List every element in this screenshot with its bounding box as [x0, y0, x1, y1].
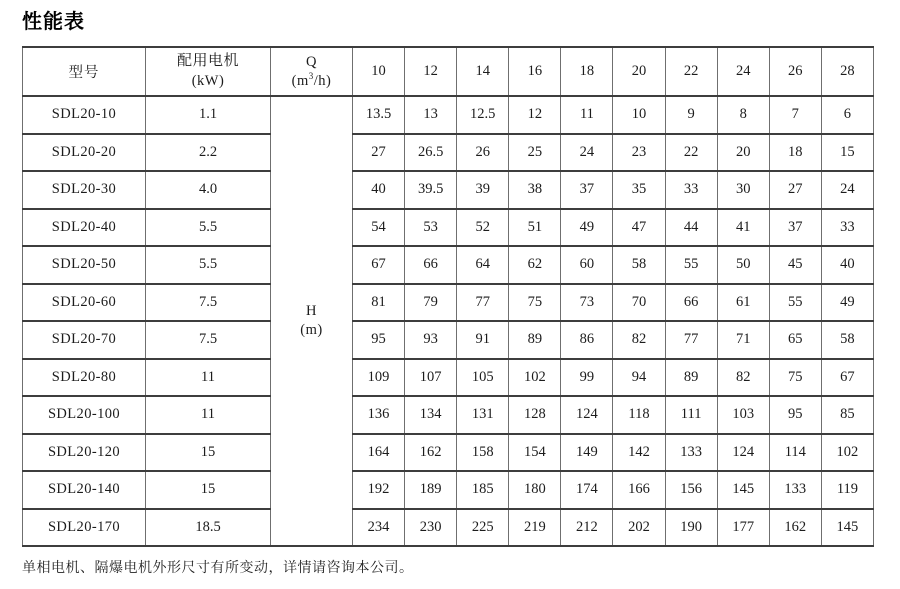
head-value-cell: 62 [509, 246, 561, 284]
head-value-cell: 107 [405, 359, 457, 397]
head-value-cell: 154 [509, 434, 561, 472]
motor-power-cell: 7.5 [146, 321, 271, 359]
table-row [23, 171, 874, 209]
table-row [23, 246, 874, 284]
flow-unit: $(m^3/h)$ [291, 70, 332, 89]
head-value-cell: 212 [561, 509, 613, 547]
head-value-cell: 73 [561, 284, 613, 322]
head-value-cell: 77 [665, 321, 717, 359]
head-value-cell: 162 [769, 509, 821, 547]
head-value-cell: 119 [821, 471, 873, 509]
motor-power-cell: 15 [146, 434, 271, 472]
flow-value-header: 12 [405, 47, 457, 96]
model-column-header: 型号 [23, 47, 146, 96]
flow-value-header: 26 [769, 47, 821, 96]
head-value-cell: 134 [405, 396, 457, 434]
model-cell: SDL20-60 [23, 284, 146, 322]
performance-table [22, 46, 874, 547]
head-value-cell: 70 [613, 284, 665, 322]
head-value-cell: 41 [717, 209, 769, 247]
model-cell: SDL20-30 [23, 171, 146, 209]
model-cell: SDL20-10 [23, 96, 146, 134]
table-row [23, 396, 874, 434]
head-value-cell: 111 [665, 396, 717, 434]
head-value-cell: 23 [613, 134, 665, 172]
head-value-cell: 26 [457, 134, 509, 172]
head-value-cell: 164 [353, 434, 405, 472]
motor-power-cell: 1.1 [146, 96, 271, 134]
model-cell: SDL20-50 [23, 246, 146, 284]
head-value-cell: 7 [769, 96, 821, 134]
head-value-cell: 66 [405, 246, 457, 284]
motor-power-cell: 4.0 [146, 171, 271, 209]
head-value-cell: 39 [457, 171, 509, 209]
head-value-cell: 114 [769, 434, 821, 472]
model-cell: SDL20-140 [23, 471, 146, 509]
head-value-cell: 49 [821, 284, 873, 322]
flow-symbol: Q [306, 53, 317, 70]
flow-value-header: 28 [821, 47, 873, 96]
head-value-cell: 66 [665, 284, 717, 322]
head-value-cell: 190 [665, 509, 717, 547]
head-value-cell: 18 [769, 134, 821, 172]
head-value-cell: 55 [769, 284, 821, 322]
head-value-cell: 82 [613, 321, 665, 359]
head-value-cell: 52 [457, 209, 509, 247]
page-title: 性能表 [22, 11, 85, 33]
head-value-cell: 102 [821, 434, 873, 472]
motor-power-cell: 2.2 [146, 134, 271, 172]
table-row [23, 321, 874, 359]
model-cell: SDL20-20 [23, 134, 146, 172]
head-value-cell: 9 [665, 96, 717, 134]
head-value-cell: 166 [613, 471, 665, 509]
model-cell: SDL20-80 [23, 359, 146, 397]
motor-power-cell: 18.5 [146, 509, 271, 547]
head-value-cell: 109 [353, 359, 405, 397]
head-value-cell: 75 [769, 359, 821, 397]
head-value-cell: 15 [821, 134, 873, 172]
head-value-cell: 49 [561, 209, 613, 247]
head-value-cell: 30 [717, 171, 769, 209]
head-value-cell: 131 [457, 396, 509, 434]
head-value-cell: 103 [717, 396, 769, 434]
head-value-cell: 177 [717, 509, 769, 547]
head-value-cell: 219 [509, 509, 561, 547]
head-value-cell: 189 [405, 471, 457, 509]
head-value-cell: 145 [821, 509, 873, 547]
head-value-cell: 44 [665, 209, 717, 247]
table-row [23, 96, 874, 134]
table-row [23, 471, 874, 509]
header-row [23, 47, 874, 96]
head-value-cell: 71 [717, 321, 769, 359]
head-value-cell: 22 [665, 134, 717, 172]
head-value-cell: 60 [561, 246, 613, 284]
head-value-cell: 105 [457, 359, 509, 397]
table-row [23, 284, 874, 322]
head-value-cell: 38 [509, 171, 561, 209]
head-value-cell: 174 [561, 471, 613, 509]
head-value-cell: 85 [821, 396, 873, 434]
model-cell: SDL20-120 [23, 434, 146, 472]
head-value-cell: 55 [665, 246, 717, 284]
motor-power-cell: 5.5 [146, 209, 271, 247]
flow-unit-superscript: 3 [308, 70, 314, 81]
head-value-cell: 25 [509, 134, 561, 172]
head-value-cell: 234 [353, 509, 405, 547]
head-value-cell: 79 [405, 284, 457, 322]
head-value-cell: 8 [717, 96, 769, 134]
head-value-cell: 67 [821, 359, 873, 397]
motor-column-label: 配用电机 [176, 53, 239, 70]
head-value-cell: 128 [509, 396, 561, 434]
head-value-cell: 142 [613, 434, 665, 472]
head-value-cell: 156 [665, 471, 717, 509]
flow-value-header: 22 [665, 47, 717, 96]
head-value-cell: 27 [353, 134, 405, 172]
head-value-cell: 94 [613, 359, 665, 397]
head-value-cell: 192 [353, 471, 405, 509]
head-value-cell: 202 [613, 509, 665, 547]
head-value-cell: 230 [405, 509, 457, 547]
head-value-cell: 133 [665, 434, 717, 472]
head-value-cell: 149 [561, 434, 613, 472]
head-value-cell: 33 [821, 209, 873, 247]
head-value-cell: 58 [613, 246, 665, 284]
motor-column-unit: (kW) [191, 72, 225, 89]
head-value-cell: 12.5 [457, 96, 509, 134]
head-value-cell: 54 [353, 209, 405, 247]
model-cell: SDL20-100 [23, 396, 146, 434]
head-value-cell: 26.5 [405, 134, 457, 172]
head-value-cell: 75 [509, 284, 561, 322]
head-value-cell: 37 [769, 209, 821, 247]
head-value-cell: 40 [821, 246, 873, 284]
table-row [23, 134, 874, 172]
motor-power-cell: 7.5 [146, 284, 271, 322]
head-value-cell: 50 [717, 246, 769, 284]
head-value-cell: 65 [769, 321, 821, 359]
head-value-cell: 99 [561, 359, 613, 397]
head-value-cell: 24 [561, 134, 613, 172]
flow-value-header: 18 [561, 47, 613, 96]
flow-value-header: 24 [717, 47, 769, 96]
head-value-cell: 13 [405, 96, 457, 134]
head-value-cell: 77 [457, 284, 509, 322]
head-value-cell: 91 [457, 321, 509, 359]
head-value-cell: 37 [561, 171, 613, 209]
flow-column-header [271, 47, 353, 96]
head-value-cell: 11 [561, 96, 613, 134]
head-value-cell: 82 [717, 359, 769, 397]
head-value-cell: 81 [353, 284, 405, 322]
head-unit: (m) [300, 322, 323, 338]
head-value-cell: 145 [717, 471, 769, 509]
head-value-cell: 158 [457, 434, 509, 472]
head-value-cell: 35 [613, 171, 665, 209]
head-value-cell: 33 [665, 171, 717, 209]
table-row [23, 509, 874, 547]
table-header [23, 47, 874, 96]
head-value-cell: 133 [769, 471, 821, 509]
motor-column-header [146, 47, 271, 96]
head-value-cell: 51 [509, 209, 561, 247]
flow-value-header: 10 [353, 47, 405, 96]
motor-power-cell: 15 [146, 471, 271, 509]
flow-value-header: 20 [613, 47, 665, 96]
head-value-cell: 12 [509, 96, 561, 134]
head-value-cell: 180 [509, 471, 561, 509]
head-value-cell: 185 [457, 471, 509, 509]
head-value-cell: 89 [509, 321, 561, 359]
head-value-cell: 40 [353, 171, 405, 209]
head-value-cell: 10 [613, 96, 665, 134]
head-value-cell: 136 [353, 396, 405, 434]
head-value-cell: 13.5 [353, 96, 405, 134]
flow-value-header: 16 [509, 47, 561, 96]
head-value-cell: 124 [561, 396, 613, 434]
head-value-cell: 118 [613, 396, 665, 434]
head-value-cell: 58 [821, 321, 873, 359]
head-value-cell: 24 [821, 171, 873, 209]
flow-value-header: 14 [457, 47, 509, 96]
head-value-cell: 47 [613, 209, 665, 247]
head-value-cell: 102 [509, 359, 561, 397]
table-row [23, 434, 874, 472]
head-value-cell: 95 [353, 321, 405, 359]
head-value-cell: 20 [717, 134, 769, 172]
head-symbol: H [306, 303, 317, 320]
head-value-cell: 95 [769, 396, 821, 434]
head-value-cell: 61 [717, 284, 769, 322]
head-value-cell: 6 [821, 96, 873, 134]
motor-power-cell: 5.5 [146, 246, 271, 284]
head-value-cell: 89 [665, 359, 717, 397]
head-value-cell: 162 [405, 434, 457, 472]
head-value-cell: 27 [769, 171, 821, 209]
head-value-cell: 67 [353, 246, 405, 284]
table-row [23, 209, 874, 247]
head-value-cell: 45 [769, 246, 821, 284]
head-value-cell: 86 [561, 321, 613, 359]
model-cell: SDL20-70 [23, 321, 146, 359]
head-value-cell: 64 [457, 246, 509, 284]
model-cell: SDL20-170 [23, 509, 146, 547]
footnote-text: 单相电机、隔爆电机外形尺寸有所变动，详情请咨询本公司。 [22, 559, 414, 575]
head-value-cell: 124 [717, 434, 769, 472]
head-value-cell: 93 [405, 321, 457, 359]
head-value-cell: 53 [405, 209, 457, 247]
motor-power-cell: 11 [146, 396, 271, 434]
motor-power-cell: 11 [146, 359, 271, 397]
table-body [23, 96, 874, 546]
table-row [23, 359, 874, 397]
model-cell: SDL20-40 [23, 209, 146, 247]
head-unit-merged-cell [271, 96, 353, 546]
head-value-cell: 39.5 [405, 171, 457, 209]
head-value-cell: 225 [457, 509, 509, 547]
